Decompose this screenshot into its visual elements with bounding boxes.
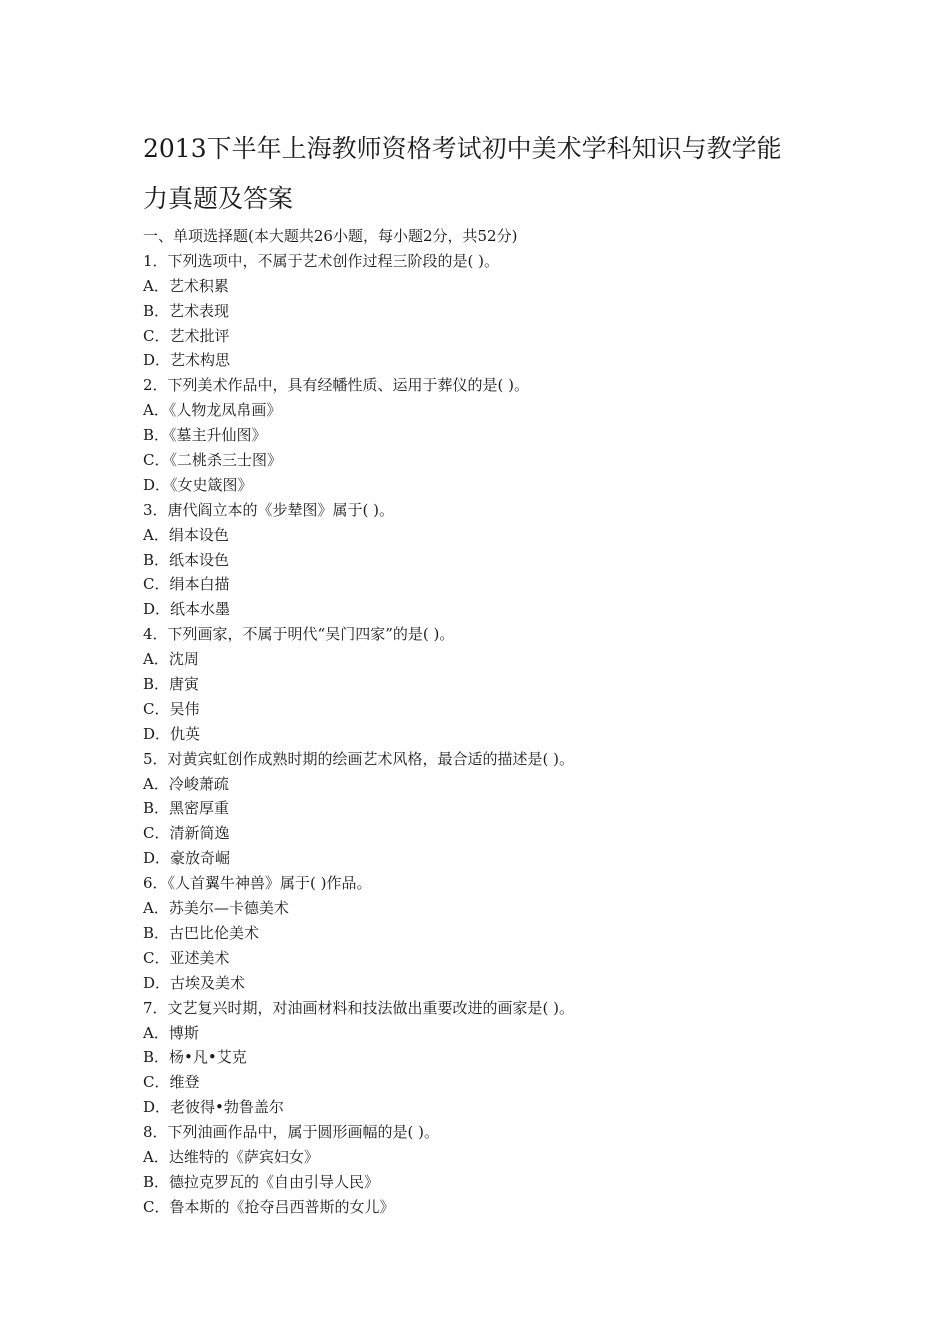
option-4b: B．唐寅 (143, 675, 200, 694)
option-8a: A．达维特的《萨宾妇女》 (143, 1147, 319, 1166)
option-7b: B．杨•凡•艾克 (143, 1048, 247, 1067)
question-7: 7．文艺复兴时期，对油画材料和技法做出重要改进的画家是( )。 (143, 998, 575, 1017)
option-1c: C．艺术批评 (143, 326, 230, 345)
option-1d: D．艺术构思 (143, 351, 231, 370)
option-3d: D．纸本水墨 (143, 600, 231, 619)
option-8c: C．鲁本斯的《抢夺吕西普斯的女儿》 (143, 1197, 395, 1216)
option-6a: A．苏美尔—卡德美术 (143, 899, 289, 918)
option-7d: D．老彼得•勃鲁盖尔 (143, 1098, 284, 1117)
question-4: 4．下列画家，不属于明代“吴门四家”的是( )。 (143, 625, 455, 644)
option-5b: B．黑密厚重 (143, 799, 230, 818)
option-2a: A．《人物龙凤帛画》 (143, 401, 282, 420)
option-2b: B．《墓主升仙图》 (143, 426, 267, 445)
option-2d: D．《女史箴图》 (143, 475, 253, 494)
option-4d: D．仇英 (143, 724, 201, 743)
option-4a: A．沈周 (143, 650, 199, 669)
option-1a: A．艺术积累 (143, 276, 229, 295)
option-4c: C．吴伟 (143, 699, 200, 718)
option-3a: A．绢本设色 (143, 525, 229, 544)
option-7c: C．维登 (143, 1073, 200, 1092)
option-6c: C．亚述美术 (143, 948, 230, 967)
option-6d: D．古埃及美术 (143, 973, 246, 992)
option-2c: C．《二桃杀三士图》 (143, 451, 282, 470)
option-1b: B．艺术表现 (143, 301, 230, 320)
question-3: 3．唐代阎立本的《步辇图》属于( )。 (143, 500, 395, 519)
document-title-line-1: 2013下半年上海教师资格考试初中美术学科知识与教学能 (143, 134, 782, 163)
question-8: 8．下列油画作品中，属于圆形画幅的是( )。 (143, 1123, 440, 1142)
section-heading: 一、单项选择题(本大题共26小题，每小题2分，共52分) (143, 227, 518, 245)
option-3c: C．绢本白描 (143, 575, 230, 594)
question-2: 2．下列美术作品中，具有经幡性质、运用于葬仪的是( )。 (143, 376, 530, 395)
option-5a: A．冷峻萧疏 (143, 774, 229, 793)
question-6: 6．《人首翼牛神兽》属于( )作品。 (143, 874, 372, 893)
option-7a: A．博斯 (143, 1023, 199, 1042)
question-5: 5．对黄宾虹创作成熟时期的绘画艺术风格，最合适的描述是( )。 (143, 749, 575, 768)
option-8b: B．德拉克罗瓦的《自由引导人民》 (143, 1172, 380, 1191)
question-1: 1．下列选项中，不属于艺术创作过程三阶段的是( )。 (143, 251, 500, 270)
option-3b: B．纸本设色 (143, 550, 230, 569)
option-6b: B．古巴比伦美术 (143, 923, 260, 942)
option-5d: D．豪放奇崛 (143, 849, 231, 868)
document-body (143, 224, 863, 1220)
document-title-line-2: 力真题及答案 (143, 184, 294, 213)
option-5c: C．清新简逸 (143, 824, 230, 843)
